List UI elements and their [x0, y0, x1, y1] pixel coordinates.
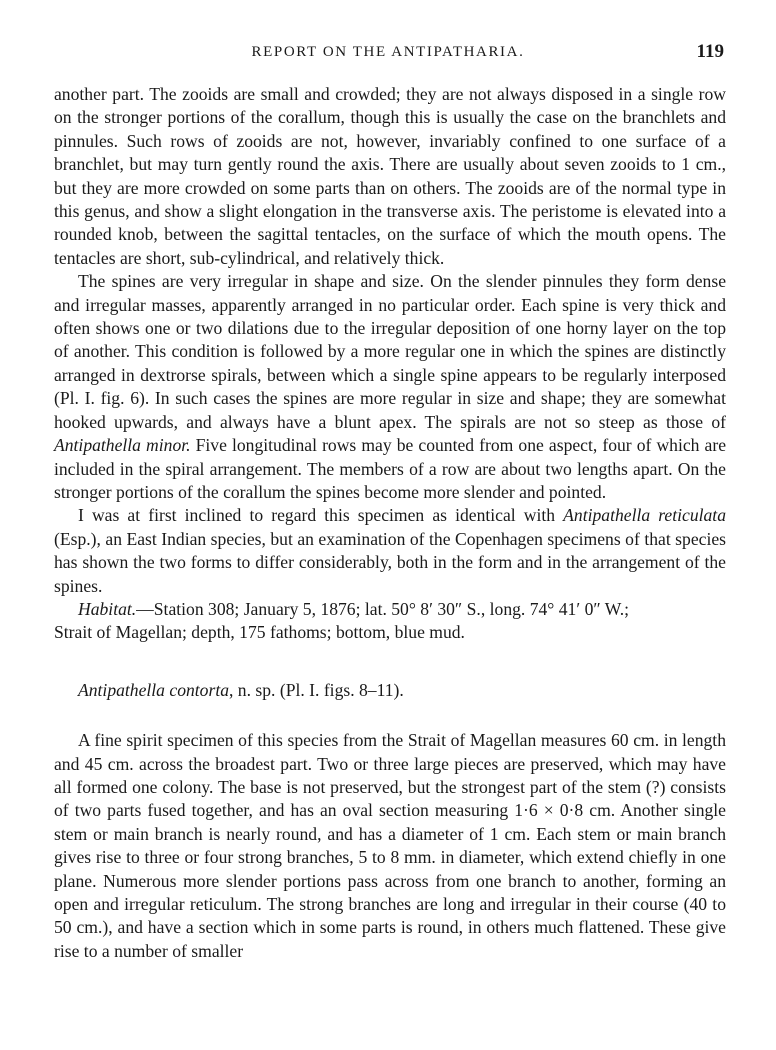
species-name-reticulata: Antipathella reticulata	[563, 505, 726, 526]
species-heading-rest: , n. sp. (Pl. I. figs. 8–11).	[229, 679, 404, 700]
page-number: 119	[696, 41, 724, 62]
inclined-text-part2: (Esp.), an East Indian species, but an examination of the Copenhagen specimens of that species has shown the two forms to differ considerably, both in the form and in the arrangement of the spines.	[54, 528, 726, 596]
running-head	[0, 40, 776, 66]
paragraph-zooids: another part. The zooids are small and crowded; they are not always disposed in a single row on the stronger portions of the corallum, though this is usually the case on the branchlets and pinnules. Such rows of zooids are not, however, invariably confined to one surface of a branchlet, but may turn gently round the axis. There are usually about seven zooids to 1 cm., but they are more crowded on some parts than on others. The zooids are of the normal type in this genus, and show a slight elongation in the transverse axis. The peristome is elevated into a rounded knob, between the sagittal tentacles, on the surface of which the mouth opens. The tentacles are short, sub-cylindrical, and relatively thick.	[54, 84, 726, 268]
spines-text-part1: The spines are very irregular in shape and size. On the slender pinnules they form dense and irregular masses, apparently arranged in no particular order. Each spine is very thick and often shows one or two dilations due to the irregular deposition of one horny layer on the top of another. This condition is followed by a more regular one in which the spines are distinctly arranged in dextrorse spirals, between which a single spine appears to be regularly interposed (Pl. I. fig. 6). In such cases the spines are more regular in size and shape; they are somewhat hooked upwards, and always have a blunt apex. The spirals are not so steep as those of	[54, 271, 726, 432]
inclined-text-part1: I was at first inclined to regard this specimen as identical with	[78, 505, 556, 526]
running-title: REPORT ON THE ANTIPATHARIA.	[251, 44, 525, 60]
paragraph-contorta: A fine spirit specimen of this species from the Strait of Magellan measures 60 cm. in length and 45 cm. across the broadest part. Two or three large pieces are preserved, which may have all formed one colony. The base is not preserved, but the strongest part of the stem (?) consists of two parts fused together, and has an oval section measuring 1·6 × 0·8 cm. Another single stem or main branch is nearly round, and has a diameter of 1 cm. Each stem or main branch gives rise to three or four strong branches, 5 to 8 mm. in diameter, which extend chiefly in one plane. Numerous more slender portions pass across from one branch to another, forming an open and irregular reticulum. The strong branches are long and irregular in their course (40 to 50 cm.), and have a section which in some parts is round, in others much flattened. These give rise to a number of smaller	[54, 730, 726, 961]
paragraph-reticulata	[54, 504, 726, 598]
habitat-label: Habitat.	[78, 598, 137, 619]
paragraph-habitat	[54, 598, 726, 645]
habitat-line-1	[54, 598, 726, 621]
species-heading	[54, 679, 726, 702]
species-name-contorta: Antipathella contorta	[78, 679, 229, 700]
species-name-minor: Antipathella minor.	[54, 435, 191, 456]
habitat-text-1: —Station 308; January 5, 1876; lat. 50° 8′ 30″ S., long. 74° 41′ 0″ W.;	[136, 598, 630, 619]
spines-text-part2: Five longitudinal rows may be counted from one aspect, four of which are included in the spiral arrangement. The members of a row are about two lengths apart. On the stronger portions of the corallum the spines become more slender and pointed.	[54, 435, 726, 502]
paragraph-spines	[54, 270, 726, 504]
body-text	[54, 83, 726, 963]
habitat-text-2: Strait of Magellan; depth, 175 fathoms; bottom, blue mud.	[54, 622, 465, 643]
